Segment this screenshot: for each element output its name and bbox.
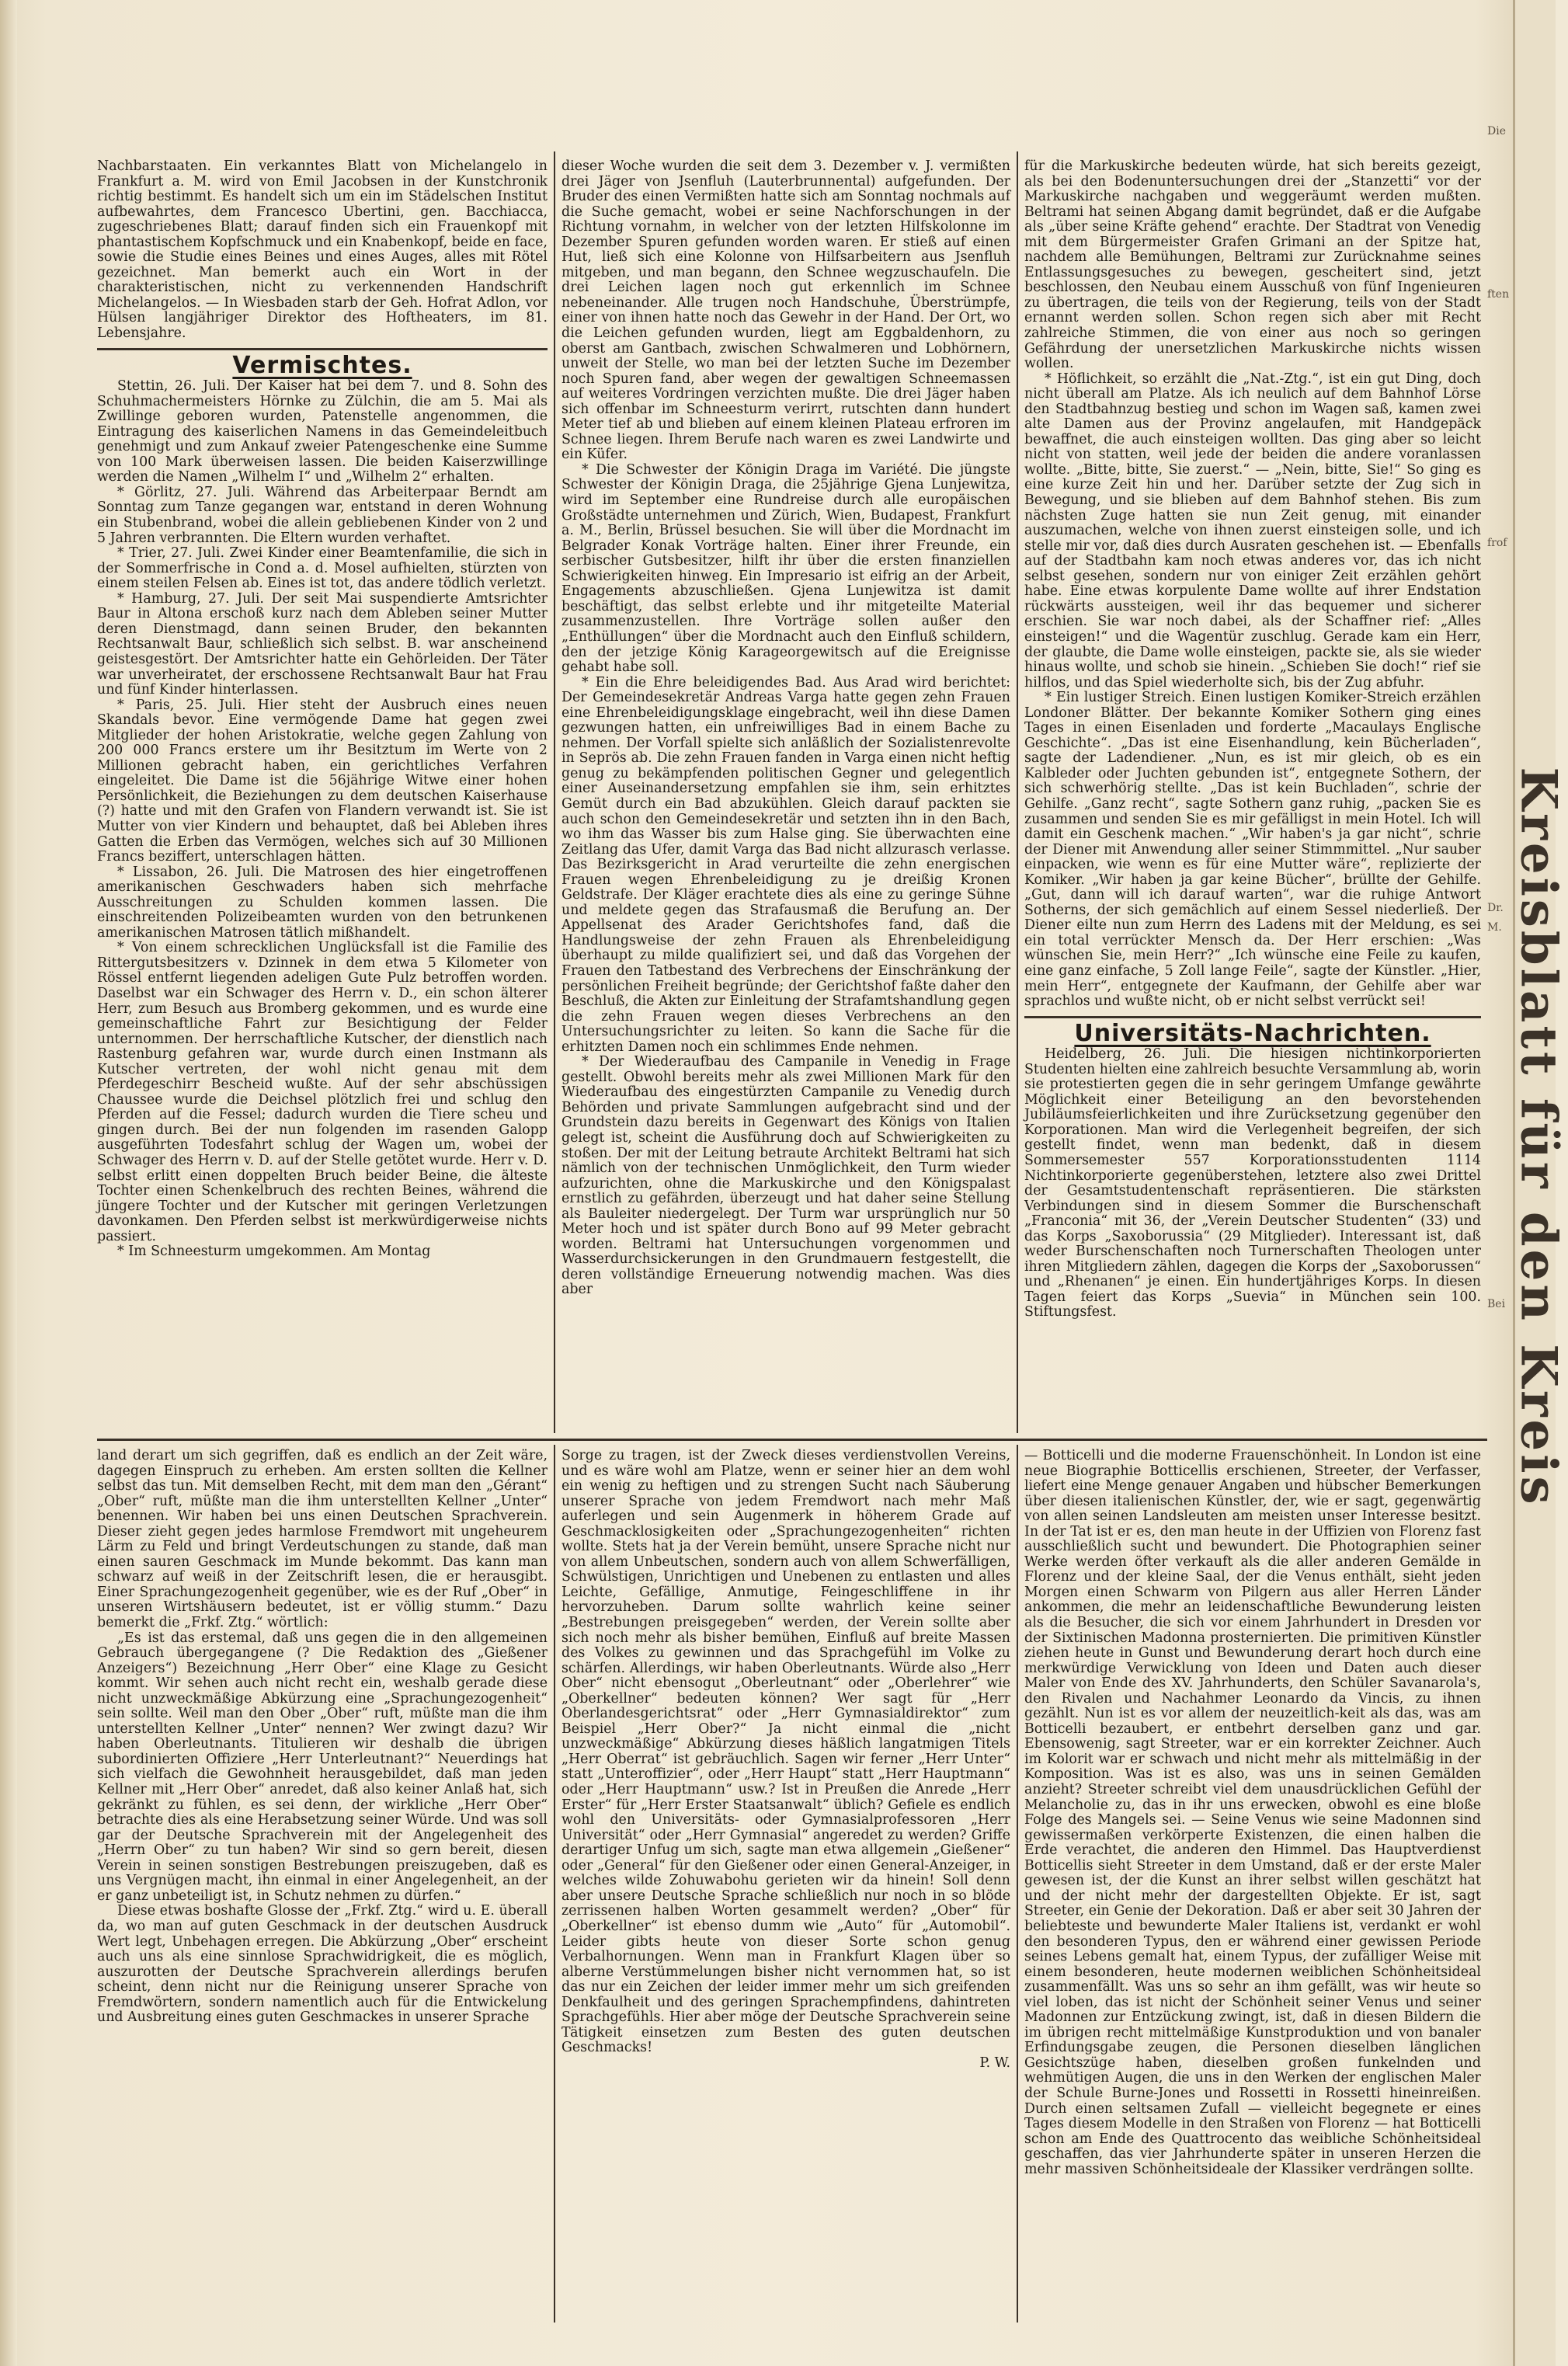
feuilleton-paragraph: Diese etwas boshafte Glosse der „Frkf. Ztg.“ wird u. E. überall da, wo man auf guten Geschmack in der deutschen Ausdruck Wert legt, Unbehagen erregen. Die Abkürzung „Ober“ erscheint auch uns als eine sinnlose Sprachwidrigkeit, die es möglich, auszurotten der Deutsche Sprachverein allerdings berufen scheint, denn nicht nur die Reinigung unserer Sprache von Fremdwörtern, sondern namentlich auch für die Entwickelung und Ausbreitung eines guten Geschmackes in unserer Sprache — [97, 1903, 548, 2026]
art-news-paragraph: Nachbarstaaten. Ein verkanntes Blatt von Michelangelo in Frankfurt a. M. wird von Emil Jacobsen in der Kunstchronik richtig bestimmt. Es handelt sich um ein im Städelschen Institut aufbewahrtes, dem Francesco Ubertini, gen. Bacchiacca, zugeschriebenes Blatt; darauf finden sich ein Frauenkopf mit phantastischem Kopfschmuck und ein Knabenkopf, beide en face, sowie die Studie eines Beines und eines Auges, alles mit Rötel gezeichnet. Man bemerkt auch ein Wort in der charakteristischen, nicht zu verkennenden Handschrift Michelangelos. — In Wiesbaden starb der Geh. Hofrat Adlon, vor Hülsen langjähriger Direktor des Hoftheaters, im 81. Lebensjahre. — [97, 158, 548, 342]
column-rule — [1017, 151, 1018, 1433]
feuilleton-paragraph: land derart um sich gegriffen, daß es endlich an der Zeit wäre, dagegen Einspruch zu erheben. Am ersten sollten die Kellner selbst das tun. Mit demselben Recht, mit dem man den „Gérant“ „Ober“ ruft, müßte man die ihm unterstellten Kellner „Unter“ benennen. Wir haben bei uns einen Deutschen Sprachverein. Dieser zieht gegen jedes harmlose Fremdwort mit ungeheurem Lärm zu Feld und bringt Verdeutschungen zu stande, daß man einen sauren Geschmack im Munde bekommt. Das kann man schwarz auf weiß in der Zeitschrift lesen, die er herausgibt. Einer Sprachungezogenheit gegenüber, wie es der Ruf „Ober“ in unseren Wirtshäusern bedeutet, ist er völlig stumm.“ Dazu bemerkt die „Frkf. Ztg.“ wörtlich: — [97, 1448, 548, 1631]
news-item: * Paris, 25. Juli. Hier steht der Ausbruch eines neuen Skandals bevor. Eine vermögende Dame hat gegen zwei Mitglieder der hohen Aristokratie, welche gegen Zahlung von 200 000 Francs erstere um ihr Besitztum im Werte von 2 Millionen gebracht haben, ein gerichtliches Verfahren eingeleitet. Die Dame ist die 56jährige Witwe einer hohen Persönlichkeit, die Beziehungen zu dem deutschen Kaiserhause (?) hatte und mit den Grafen von Flandern verwandt ist. Sie ist Mutter von vier Kindern und behauptet, daß bei Ableben ihres Gatten die Erben das Vermögen, welches sich auf 30 Millionen Francs beziffert, unterschlagen hätten. — [97, 697, 548, 865]
section-heading-vermischtes: Vermischtes. — [232, 351, 412, 379]
news-item: dieser Woche wurden die seit dem 3. Dezember v. J. vermißten drei Jäger von Jsenfluh (Lauterbrunnental) aufgefunden. Der Bruder des einen Vermißten hatte sich am Sonntag nochmals auf die Suche gemacht, wobei er seine Nachforschungen in der Richtung vornahm, in welcher von der letzten Hilfskolonne im Dezember Spuren gefunden worden waren. Er stieß auf einen Hut, ließ sich eine Kolonne von Hilfsarbeitern aus Jsenfluh mitgeben, und man begann, den Schnee wegzuschaufeln. Die drei Leichen lagen noch gut erkennlich im Schnee nebeneinander. Alle trugen noch Handschuhe, Überstrümpfe, einer von ihnen hatte noch das Gewehr in der Hand. Der Ort, wo die Leichen gefunden wurden, liegt am Eggbaldenhorn, zu oberst am Gantbach, zwischen Schwalmeren und Lobhörnern, unweit der Stelle, wo man bei der letzten Suche im Dezember noch Spuren fand, aber wegen der gewaltigen Schneemassen auf weiteres Vordringen verzichten mußte. Die drei Jäger haben sich offenbar im Schneesturm verirrt, rutschten dann hundert Meter tief ab und blieben auf einem kleinen Plateau erfroren im Schnee liegen. Ihrem Berufe nach waren es zwei Landwirte und ein Küfer. — [561, 158, 1010, 463]
adjacent-page-title: Kreisblatt für den Kreis — [1509, 767, 1568, 1508]
page-section-divider — [97, 1439, 1487, 1441]
author-signature: P. W. — [979, 2055, 1010, 2071]
bottom-column-3 — [1024, 1449, 1481, 2319]
adjacent-page-snippet: Dr. — [1487, 902, 1504, 914]
section-divider — [97, 348, 548, 350]
news-item: * Ein lustiger Streich. Einen lustigen Komiker-Streich erzählen Londoner Blätter. Der bekannte Komiker Sothern ging eines Tages in einen Eisenladen und forderte „Macaulays Englische Geschichte“. „Das ist eine Eisenhandlung, kein Bücherladen“, sagte der Ladendiener. „Nun, es ist mir gleich, ob es ein Kalbleder oder Juchten gebunden ist“, entgegnete Sothern, der sich schwerhörig stellte. „Das ist kein Buchladen“, schrie der Gehilfe. „Ganz recht“, sagte Sothern ganz ruhig, „packen Sie es zusammen und senden Sie es mir gefälligst in mein Hotel. Ich will damit ein Geschenk machen.“ „Wir haben's ja gar nicht“, schrie der Diener mit Anwendung aller seiner Stimmmittel. „Nur sauber einpacken, wie wenn es für eine Mutter wäre“, replizierte der Komiker. „Wir haben ja gar keine Bücher“, brüllte der Gehilfe. „Gut, dann will ich darauf warten“, war die ruhige Antwort Sotherns, der sich gemächlich auf einem Sessel niederließ. Der Diener eilte nun zum Herrn des Ladens mit der Meldung, es sei ein total verrückter Mensch da. Der Herr erschien: „Was wünschen Sie, mein Herr?“ „Ich wünsche eine Feile zu kaufen, eine ganz einfache, 5 Zoll lange Feile“, sagte der Künstler. „Hier, mein Herr“, entgegnete der Kaufmann, der Gehilfe aber war sprachlos und wußte nicht, ob er nicht selbst verrückt sei! — [1024, 690, 1481, 1010]
adjacent-page-snippet: Bei — [1487, 1298, 1506, 1310]
section-heading-universitaets-nachrichten: Universitäts-Nachrichten. — [1074, 1019, 1431, 1047]
news-item: * Im Schneesturm umgekommen. Am Montag — [117, 1244, 431, 1260]
adjacent-page-snippet: Die — [1487, 125, 1506, 137]
news-item: * Höflichkeit, so erzählt die „Nat.-Ztg.“, ist ein gut Ding, doch nicht überall am Platze. Als ich neulich auf dem Bahnhof Lörse den Stadtbahnzug bestieg und schon im Wagen saß, kamen zwei alte Damen aus der Provinz angelaufen, mit Handgepäck bewaffnet, die auch einsteigen wollten. Das ging aber so leicht nicht von statten, weil jede der beiden die andere voranlassen wollte. „Bitte, bitte, Sie zuerst.“ — „Nein, bitte, Sie!“ So ging es eine kurze Zeit hin und her. Darüber setzte der Zug sich in Bewegung, und sie blieben auf dem Bahnhof stehen. Bis zum nächsten Zuge hatten sie nun Zeit genug, mit einander auszumachen, welche von ihnen zuerst einsteigen solle, und ich stelle mir vor, daß dies durch Ausraten geschehen ist. — Ebenfalls auf der Stadtbahn kam noch etwas anderes vor, das ich nicht selbst gesehen, sondern nur von einiger Zeit erzählen gehört habe. Eine etwas korpulente Dame wollte auf ihrer Endstation rückwärts aussteigen, weil ihr das bequemer und sicherer erschien. Sie war noch dabei, als der Schaffner rief: „Alles einsteigen!“ und die Wagentür zuschlug. Gerade kam ein Herr, der glaubte, die Dame wolle einsteigen, packte sie, als sie wieder hinaus wollte, und schob sie hinein. „Schieben Sie doch!“ rief sie hilflos, und das Spiel wiederholte sich, bis der Zug abfuhr. — [1024, 371, 1481, 691]
column-rule — [1017, 1445, 1018, 2323]
column-rule — [554, 151, 555, 1433]
column-rule — [554, 1445, 555, 2323]
feuilleton-paragraph: „Es ist das erstemal, daß uns gegen die in den allgemeinen Gebrauch übergegangene (? Die Redaktion des „Gießener Anzeigers“) Bezeichnung „Herr Ober“ eine Klage zu Gesicht kommt. Wir sehen auch nicht recht ein, weshalb gerade diese nicht unzweckmäßige Abkürzung eine „Sprachungezogenheit“ sein sollte. Weil man den Ober „Ober“ ruft, müßte man die ihm unterstellten Kellner „Unter“ nennen? Wer zwingt dazu? Wir haben Oberleutnants. Titulieren wir deshalb die übrigen subordinierten Offiziere „Herr Unterleutnant?“ Neuerdings hat sich vielfach die Gewohnheit herausgebildet, daß man jeden Kellner mit „Herr Ober“ anredet, daß also keiner Anlaß hat, sich gekränkt zu fühlen, es sei denn, der wirkliche „Herr Ober“ betrachte dies als eine Herabsetzung seiner Würde. Und was soll gar der Deutsche Sprachverein mit der Angelegenheit des „Herrn Ober“ zu tun haben? Wir sind so gern bereit, diesen Verein in seinen sonstigen Bestrebungen preiszugeben, daß es uns Vergnügen macht, ihn einmal in einer Angelegenheit, an der er ganz unbeteiligt ist, in Schutz nehmen zu dürfen.“ — [97, 1630, 548, 1904]
bottom-column-2 — [561, 1449, 1010, 2319]
bottom-column-1 — [97, 1449, 548, 2319]
news-item: * Ein die Ehre beleidigendes Bad. Aus Arad wird berichtet: Der Gemeindesekretär Andreas Varga hatte gegen zehn Frauen eine Ehrenbeleidigungsklage eingebracht, weil ihn diese Damen gezwungen hatten, ein unfreiwilliges Bad in einem Bache zu nehmen. Der Vorfall spielte sich anläßlich der Sozialistenrevolte in Seprös ab. Die zehn Frauen fanden in Varga einen nicht heftig genug zu bekämpfenden politischen Gegner und gelegentlich einer Auseinandersetzung empfahlen sie ihm, sein erhitztes Gemüt durch ein Bad abzukühlen. Gleich darauf packten sie auch schon den Gemeindesekretär und setzten ihn in den Bach, wo ihm das Wasser bis zum Halse ging. Sie überwachten eine Zeitlang das Ufer, damit Varga das Bad nicht allzurasch verlasse. Das Bezirksgericht in Arad verurteilte die zehn energischen Frauen wegen Ehrenbeleidigung zu je dreißig Kronen Geldstrafe. Der Kläger erachtete dies als eine zu geringe Sühne und meldete gegen das Strafausmaß die Berufung an. Der Appellsenat des Arader Gerichtshofes fand, daß die Handlungsweise der zehn Frauen als Ehrenbeleidigung überhaupt zu milde qualifiziert sei, und daß das Vorgehen der Frauen den Tatbestand des Verbrechens der Einschränkung der persönlichen Freiheit begründe; der Gerichtshof faßte daher den Beschluß, die Akten zur Einleitung der Strafamtshandlung gegen die zehn Frauen wegen dieses Verbrechens an den Untersuchungsrichter zu leiten. So kann die Sache für die erhitzten Damen noch ein schlimmes Ende nehmen. — [561, 674, 1010, 1055]
vermischtes-articles — [97, 379, 548, 1260]
page-crease — [0, 0, 17, 2366]
section-divider — [1024, 1016, 1481, 1018]
feuilleton-paragraph: — Botticelli und die moderne Frauenschönheit. In London ist eine neue Biographie Botticellis erschienen, Streeter, der Verfasser, liefert eine Menge genauer Angaben und hübscher Bemerkungen über diesen italienischen Künstler, der, wie er sagt, gegenwärtig von allen seinen Landsleuten am meisten unser Interesse besitzt. In der Tat ist er es, den man heute in der Uffizien von Florenz fast ausschließlich sucht und bewundert. Die Photographien seiner Werke werden öfter verkauft als die aller anderen Gemälde in Florenz und der kleine Saal, der die Venus enthält, sieht jeden Morgen einen Schwarm von Pilgern aus aller Herren Länder ankommen, die mehr an leidenschaftliche Bewunderung leisten als die Besucher, die sich vor einem Jahrhundert in Dresden vor der Sixtinischen Madonna prosternierten. Die primitiven Künstler ziehen heute in Gunst und Bewunderung derart hoch durch eine merkwürdige Verwicklung von Ideen und Daten auch dieser Maler von Ende des XV. Jahrhunderts, den Schüler Savanarola's, den Rivalen und Nachahmer Leonardo da Vincis, zu ihnen gezählt. Nun ist es vor allem der neuzeitlich-keit als das, was am Botticelli bezaubert, er entbehrt derselben ganz und gar. Ebensowenig, sagt Streeter, war er ein korrekter Zeichner. Auch im Kolorit war er schwach und nicht mehr als mittelmäßig in der Komposition. Was ist es also, was uns in seinen Gemälden anzieht? Streeter schreibt viel dem unausdrücklichen Gefühl der Melancholie zu, das in ihr uns erwecken, obwohl es eine bloße Folge des Mangels sei. — Seine Venus wie seine Madonnen sind gewissermaßen verkörperte Existenzen, die einen halben die Erde verachtet, die anderen den Himmel. Das Hauptverdienst Botticellis sieht Streeter in dem Umstand, daß er der erste Maler gewesen ist, der die Kunst an ihrer selbst willen geschätzt hat und der nicht mehr der dargestellten Objekte. Er ist, sagt Streeter, ein Genie der Dekoration. Daß er aber seit 30 Jahren der beliebteste und bewunderte Maler Italiens ist, verdankt er wohl den besonderen Typus, den er während einer gewissen Periode seines Lebens gemalt hat, einem Typus, der zufälliger Weise mit einem besonderen, heute modernen weiblichen Schönheitsideal zusammenfällt. Was uns so sehr an ihm gefällt, was wir heute so viel loben, das ist nicht der Schönheit seiner Venus und seiner Madonnen zur Entzückung zwingt, ist, daß in diesen Bildern die im übrigen recht mittelmäßige Kunstproduktion und von banaler Erfindungsgabe zeugen, die Personen dieselben länglichen Gesichtszüge haben, dieselben großen funkelnden und wehmütigen Augen, die uns in den Werken der englischen Maler der Schule Burne-Jones und Rossetti in Rossetti hineinreißen. Durch einen seltsamen Zufall — vielleicht begegnete er eines Tages diesem Modelle in den Straßen von Florenz — hat Botticelli schon am Ende des Quattrocento das weibliche Schönheitsideal geschaffen, das vier Jahrhunderte später in unseren Herzen die mehr massiven Schönheitsideale der Klassiker verdrängen sollte. — [1024, 1448, 1481, 2177]
news-item: * Hamburg, 27. Juli. Der seit Mai suspendierte Amtsrichter Baur in Altona erschoß kurz nach dem Ableben seiner Mutter deren Dienstmagd, dann seinen Bruder, den bekannten Rechtsanwalt Baur, schließlich sich selbst. B. war anscheinend geistesgestört. Der Amtsrichter hatte ein Gehörleiden. Der Täter war unverheiratet, der erschossene Rechtsanwalt Baur hat Frau und fünf Kinder hinterlassen. — [97, 590, 548, 698]
news-item: * Der Wiederaufbau des Campanile in Venedig in Frage gestellt. Obwohl bereits mehr als zwei Millionen Mark für den Wiederaufbau des eingestürzten Campanile zu Venedig durch Behörden und private Sammlungen aufgebracht sind und der Grundstein dazu bereits in Gegenwart des Königs von Italien gelegt ist, scheint die Ausführung doch auf Schwierigkeiten zu stoßen. Der mit der Leitung betraute Architekt Beltrami hat sich nämlich von der technischen Unmöglichkeit, den Turm wieder aufzurichten, ohne die Markuskirche und den Königspalast ernstlich zu gefährden, überzeugt und hat daher seine Stellung als Bauleiter niedergelegt. Der Turm war ursprünglich nur 50 Meter hoch und ist später durch Bono auf 99 Meter gebracht worden. Beltrami hat Untersuchungen vorgenommen und Wasserdurchsickerungen in den Grundmauern festgestellt, die deren vollständige Erneuerung notwendig machen. Was dies aber — [561, 1054, 1010, 1298]
adjacent-page-snippet: frof — [1487, 537, 1507, 549]
top-column-2 — [561, 159, 1010, 1433]
university-news-item: Heidelberg, 26. Juli. Die hiesigen nichtinkorporierten Studenten hielten eine zahlreich besuchte Versammlung ab, worin sie protestierten gegen die in sehr geringem Umfange gewährte Möglichkeit einer Beteiligung an den bevorstehenden Jubiläumsfeierlichkeiten und ihre Zurücksetzung gegenüber den Korporationen. Man wird die Verlegenheit begreifen, der sich gestellt findet, wenn man bedenkt, daß in diesem Sommersemester 557 Korporationsstudenten 1114 Nichtinkorporierte gegenüberstehen, letztere also zwei Drittel der Gesamtstudentenschaft repräsentieren. Die stärksten Verbindungen sind in diesem Sommer die Burschenschaft „Franconia“ mit 36, der „Verein Deutscher Studenten“ (33) und das Korps „Saxoborussia“ (29 Mitglieder). Interessant ist, daß weder Burschenschaften noch Turnerschaften Theologen unter ihren Mitgliedern zählen, dagegen die Korps der „Saxoborussen“ und „Rhenanen“ je einen. Ein hundertjähriges Korps. In diesen Tagen feiert das Korps „Suevia“ in München sein 100. Stiftungsfest. — [1024, 1046, 1481, 1320]
adjacent-page-snippet: ften — [1487, 288, 1510, 301]
top-column-3 — [1024, 159, 1481, 1433]
feuilleton-paragraph: Sorge zu tragen, ist der Zweck dieses verdienstvollen Vereins, und es wäre wohl am Platze, wenn er seiner hier an dem wohl ein wenig zu heftigen und zu strengen Sucht nach Säuberung unserer Sprache von jedem Fremdwort nach mehr Maß auferlegen und sein Augenmerk in höherem Grade auf Geschmacklosigkeiten oder „Sprachungezogenheiten“ richten wollte. Stets hat ja der Verein bemüht, unsere Sprache nicht nur von allem Unbeutschen, sondern auch von allem Schwerfälligen, Schwülstigen, Unrichtigen und Unebenen zu entlasten und alles Leichte, Gefällige, Anmutige, Feingeschliffene in ihr hervorzuheben. Darum sollte wahrlich keine seiner „Bestrebungen preisgegeben“ werden, der Verein sollte aber sich noch mehr als bisher bemühen, Einfluß auf breite Massen des Volkes zu gewinnen und das Sprachgefühl im Volke zu schärfen. Allerdings, wir haben Oberleutnants. Würde also „Herr Ober“ nicht ebensogut „Oberleutnant“ oder „Oberlehrer“ wie „Oberkellner“ bedeuten können? Wer sagt für „Herr Oberlandesgerichtsrat“ oder „Herr Gymnasialdirektor“ zum Beispiel „Herr Ober?“ Ja nicht einmal die „nicht unzweckmäßige“ Abkürzung dieses häßlich langatmigen Titels „Herr Oberrat“ ist gebräuchlich. Sagen wir ferner „Herr Unter“ statt „Unteroffizier“, oder „Herr Haupt“ statt „Herr Hauptmann“ oder „Herr Hauptmann“ usw.? Ist in Preußen die Anrede „Herr Erster“ für „Herr Erster Staatsanwalt“ üblich? Gefiele es endlich wohl den Universitäts- oder Gymnasialprofessoren „Herr Universität“ oder „Herr Gymnasial“ angeredet zu werden? Griffe derartiger Unfug um sich, sagte man etwa allgemein „Gießener“ oder „General“ für den Gießener oder einen General-Anzeiger, in welches wilde Zohuwabohu gerieten wir da hinein! Soll denn aber unsere Deutsche Sprache schließlich nur noch in so blöde zerrissenen halben Worten gesammelt werden? „Ober“ für „Oberkellner“ ist ebenso dumm wie „Auto“ für „Automobil“. Leider gibts heute von dieser Sorte schon genug Verbalhornungen. Wenn man in Frankfurt Klagen über so alberne Verstümmelungen bisher nicht vernommen hat, so ist das nur ein Zeichen der leider immer mehr um sich greifenden Denkfaulheit und des geringen Sprachempfindens, dahintreten Sprachgefühls. Hier aber möge der Deutsche Sprachverein seine Tätigkeit einsetzen zum Besten des guten deutschen Geschmacks! — [561, 1448, 1010, 2056]
news-item: Stettin, 26. Juli. Der Kaiser hat bei dem 7. und 8. Sohn des Schuhmachermeisters Hörnke zu Zülchin, die am 5. Mai als Zwillinge geboren wurden, Patenstelle angenommen, die Eintragung des kaiserlichen Namens in das Gemeindeleitbuch genehmigt und zum Ankauf zweier Patengeschenke eine Summe von 100 Mark überweisen lassen. Die beiden Kaiserzwillinge werden die Namen „Wilhelm I“ und „Wilhelm 2“ erhalten. — [97, 378, 548, 485]
news-item: * Von einem schrecklichen Unglücksfall ist die Familie des Rittergutsbesitzers v. Dzinnek in dem etwa 5 Kilometer von Rössel entfernt liegenden adeligen Gute Pulz betroffen worden. Daselbst war ein Schwager des Herrn v. D., ein schon älterer Herr, zum Besuch aus Bromberg gekommen, und es wurde eine gemeinschaftliche Fahrt zur Besichtigung der Felder unternommen. Der herrschaftliche Kutscher, der dienstlich nach Rastenburg gefahren war, wurde durch einen Instmann als Kutscher vertreten, der wohl nicht genau mit dem Pferdegeschirr Bescheid wußte. Auf der sehr abschüssigen Chaussee wurde die Deichsel plötzlich frei und schlug den Pferden auf die Fessel; dadurch wurden die Tiere scheu und gingen durch. Bei der nun folgenden im rasenden Galopp ausgeführten Todesfahrt schlug der Wagen um, wobei der Schwager des Herrn v. D. auf der Stelle getötet wurde. Herr v. D. selbst erlitt einen doppelten Bruch beider Beine, die älteste Tochter einen Schenkelbruch des rechten Beines, während die jüngere Tochter und der Kutscher mit geringen Verletzungen davonkamen. Den Pferden selbst ist merkwürdigerweise nichts passiert. — [97, 940, 548, 1244]
news-item: für die Markuskirche bedeuten würde, hat sich bereits gezeigt, als bei den Bodenuntersuchungen drei der „Stanzetti“ vor der Markuskirche nachgaben und weggeräumt werden mußten. Beltrami hat seinen Abgang damit begründet, daß er die Aufgabe als „über seine Kräfte gehend“ erachte. Der Stadtrat von Venedig mit dem Bürgermeister Grafen Grimani an der Spitze hat, nachdem alle Bemühungen, Beltrami zur Zurücknahme seines Entlassungsgesuches zu bewegen, gescheitert sind, jetzt beschlossen, den Neubau einem Ausschuß von fünf Ingenieuren zu übertragen, die teils von der Regierung, teils von der Stadt ernannt werden sollen. Schon regen sich aber mit Recht zahlreiche Stimmen, die von einer aus noch so geringen Gefährdung der unersetzlichen Markuskirche nichts wissen wollen. — [1024, 158, 1481, 372]
news-item: * Trier, 27. Juli. Zwei Kinder einer Beamtenfamilie, die sich in der Sommerfrische in Cond a. d. Mosel aufhielten, stürzten von einem steilen Felsen ab. Eines ist tot, das andere tödlich verletzt. — [97, 545, 548, 592]
news-item: * Die Schwester der Königin Draga im Variété. Die jüngste Schwester der Königin Draga, die 25jährige Gjena Lunjewitza, wird im September eine Rundreise durch alle europäischen Großstädte unternehmen und Zürich, Wien, Budapest, Frankfurt a. M., Berlin, Brüssel besuchen. Sie will über die Mordnacht im Belgrader Konak Vorträge halten. Einer ihrer Freunde, ein serbischer Gutsbesitzer, hilft ihr über die ersten finanziellen Schwierigkeiten hinweg. Ein Impresario ist eifrig an der Arbeit, Engagements abzuschließen. Gjena Lunjewitza ist damit beschäftigt, das selbst erlebte und ihr mitgeteilte Material zusammenzustellen. Ihre Vorträge sollen außer den „Enthüllungen“ über die Mordnacht auch den Einfluß schildern, den der jetzige König Karageorgewitsch auf die Ereignisse gehabt habe soll. — [561, 461, 1010, 676]
news-item: * Lissabon, 26. Juli. Die Matrosen des hier eingetroffenen amerikanischen Geschwaders haben sich mehrfache Ausschreitungen zu Schulden kommen lassen. Die einschreitenden Polizeibeamten wurden von den betrunkenen amerikanischen Matrosen tätlich mißhandelt. — [97, 864, 548, 941]
news-item: * Görlitz, 27. Juli. Während das Arbeiterpaar Berndt am Sonntag zum Tanze gegangen war, entstand in deren Wohnung ein Stubenbrand, wobei die allein gebliebenen Kinder von 2 und 5 Jahren verbrannten. Die Eltern wurden verhaftet. — [97, 484, 548, 546]
adjacent-page-edge — [1509, 0, 1568, 2366]
top-column-1 — [97, 159, 548, 1433]
adjacent-page-snippet: M. — [1487, 921, 1502, 934]
